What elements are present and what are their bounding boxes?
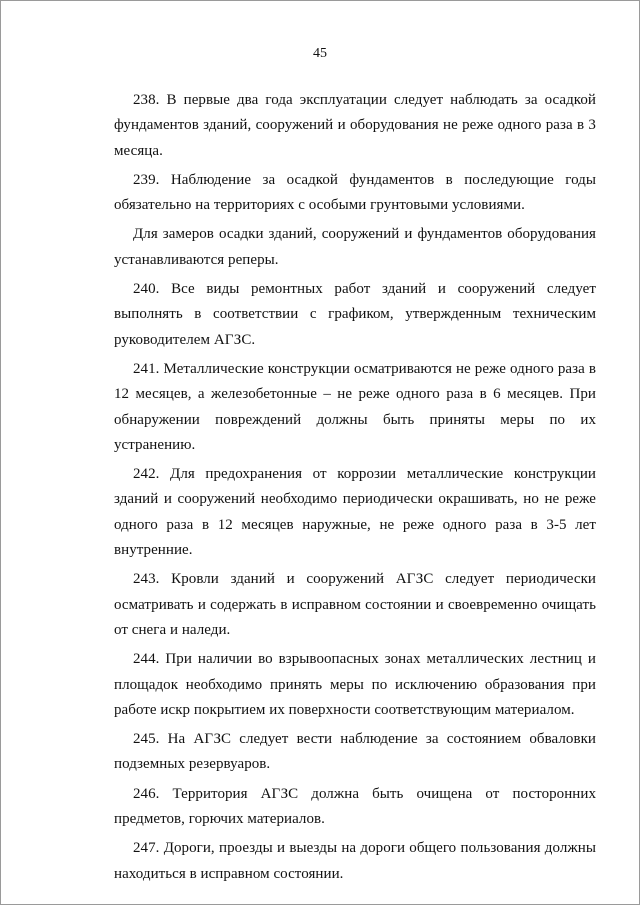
paragraph-240: 240. Все виды ремонтных работ зданий и сооружений следует выполнять в соответствии с графиком, утвержденным техническим руководителем АГЗС.	[114, 281, 596, 348]
paragraph-241: 241. Металлические конструкции осматриваются не реже одного раза в 12 месяцев, а железобетонные – не реже одного раза в 6 месяцев. При обнаружении повреждений должны быть приняты меры по их устранению.	[114, 360, 596, 453]
paragraph-244: 244. При наличии во взрывоопасных зонах металлических лестниц и площадок необходимо принять меры по исключению образования при работе искр покрытием их поверхности соответствующим материалом.	[114, 651, 596, 718]
paragraph-239: 239. Наблюдение за осадкой фундаментов в последующие годы обязательно на территориях с особыми грунтовыми условиями.	[114, 171, 596, 214]
paragraph-242: 242. Для предохранения от коррозии металлические конструкции зданий и сооружений необходимо периодически окрашивать, но не реже одного раза в 12 месяцев наружные, не реже одного раза в 3-5 лет внутренние.	[114, 466, 596, 559]
paragraph-245: 245. На АГЗС следует вести наблюдение за состоянием обваловки подземных резервуаров.	[114, 731, 596, 773]
paragraph-238: 238. В первые два года эксплуатации следует наблюдать за осадкой фундаментов зданий, сооружений и оборудования не реже одного раза в 3 месяца.	[114, 92, 596, 159]
paragraph-247: 247. Дороги, проезды и выезды на дороги общего пользования должны находиться в исправном состоянии.	[114, 840, 596, 882]
paragraph-246: 246. Территория АГЗС должна быть очищена от посторонних предметов, горючих материалов.	[114, 785, 596, 828]
paragraph-243: 243. Кровли зданий и сооружений АГЗС следует периодически осматривать и содержать в исправном состоянии и своевременно очищать от снега и наледи.	[114, 571, 596, 638]
paragraph-239-benchmarks: Для замеров осадки зданий, сооружений и фундаментов оборудования устанавливаются реперы.	[114, 226, 596, 268]
document-body	[114, 88, 596, 891]
page-number: 45	[313, 46, 327, 61]
